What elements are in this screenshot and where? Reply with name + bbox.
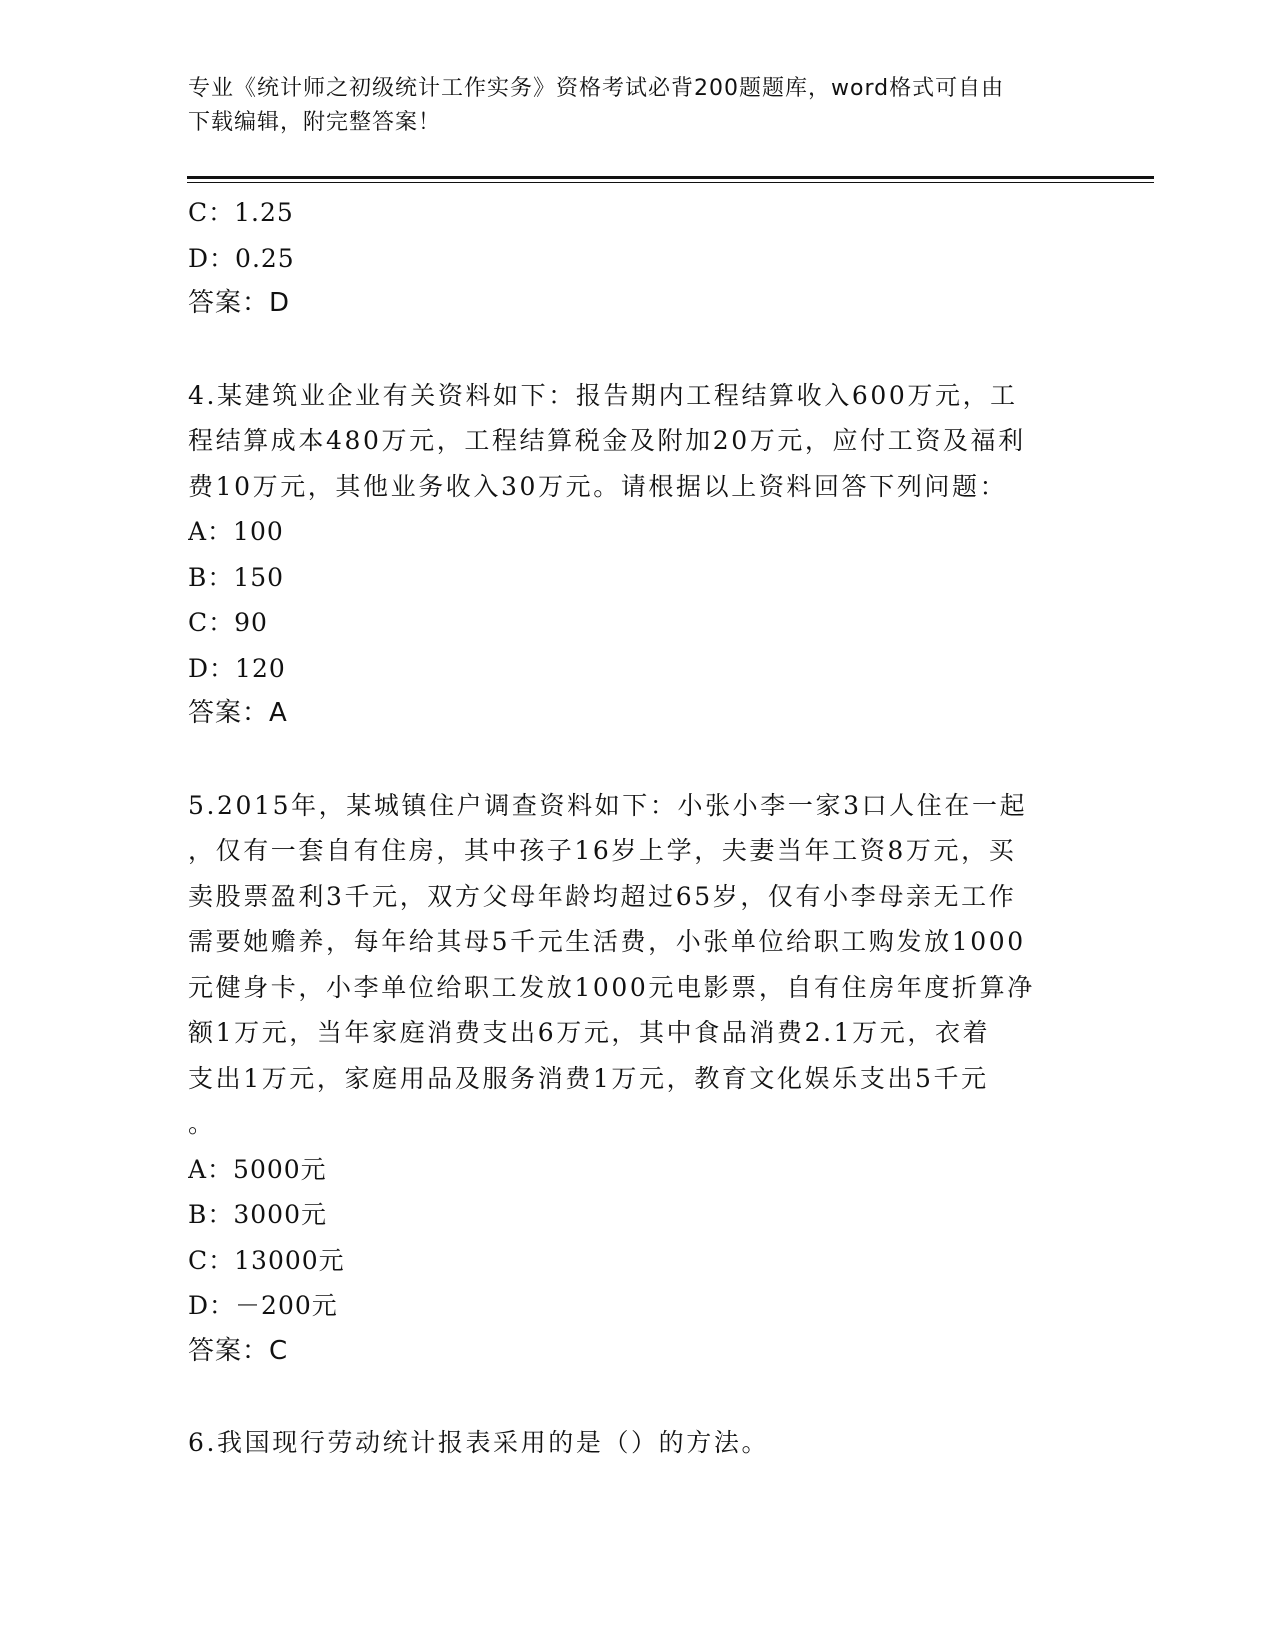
question-stem-line: 支出1万元，家庭用品及服务消费1万元，教育文化娱乐支出5千元: [188, 1063, 989, 1093]
option-d: D：0.25: [188, 243, 295, 273]
option-c: C：90: [188, 608, 268, 637]
question-stem-line: 程结算成本480万元，工程结算税金及附加20万元，应付工资及福利: [188, 426, 1026, 455]
question-6: [188, 1420, 1068, 1466]
header-line-1: 专业《统计师之初级统计工作实务》资格考试必背200题题库，word格式可自由: [188, 76, 1005, 101]
question-3-tail: [188, 190, 1068, 327]
document-header: [188, 72, 1068, 140]
option-a: A：100: [188, 517, 284, 546]
option-c: C：13000元: [188, 1245, 345, 1275]
question-stem-line: 。: [188, 1109, 216, 1138]
question-5: [188, 783, 1068, 1375]
option-d: D：120: [188, 653, 286, 683]
header-rule-thick: [187, 176, 1154, 179]
spacer: [188, 327, 1068, 373]
answer: 答案：A: [188, 698, 288, 728]
question-stem-line: 卖股票盈利3千元，双方父母年龄均超过65岁，仅有小李母亲无工作: [188, 881, 1017, 911]
question-stem-line: 需要她赡养，每年给其母5千元生活费，小张单位给职工购发放1000: [188, 927, 1026, 956]
option-d: D：－200元: [188, 1291, 338, 1320]
option-a: A：5000元: [188, 1154, 327, 1184]
option-b: B：150: [188, 562, 285, 592]
answer: 答案：D: [188, 288, 291, 318]
question-stem-line: 5.2015年，某城镇住户调查资料如下：小张小李一家3口人住在一起: [188, 790, 1028, 820]
question-stem-line: ，仅有一套自有住房，其中孩子16岁上学，夫妻当年工资8万元，买: [188, 836, 1017, 865]
question-stem-line: 费10万元，其他业务收入30万元。请根据以上资料回答下列问题：: [188, 471, 1008, 501]
question-4: [188, 373, 1068, 737]
option-b: B：3000元: [188, 1200, 327, 1229]
answer: 答案：C: [188, 1335, 289, 1366]
header-rule-thin: [187, 182, 1154, 183]
question-stem-line: 6.我国现行劳动统计报表采用的是（）的方法。: [188, 1428, 770, 1457]
question-stem-line: 元健身卡，小李单位给职工发放1000元电影票，自有住房年度折算净: [188, 972, 1035, 1002]
spacer: [188, 737, 1068, 783]
option-c: C：1.25: [188, 198, 294, 227]
spacer: [188, 1374, 1068, 1420]
question-stem-line: 4.某建筑业企业有关资料如下：报告期内工程结算收入600万元，工: [188, 380, 1018, 410]
question-stem-line: 额1万元，当年家庭消费支出6万元，其中食品消费2.1万元，衣着: [188, 1018, 991, 1047]
header-line-2: 下载编辑，附完整答案！: [188, 110, 442, 135]
document-body: [188, 190, 1068, 1466]
